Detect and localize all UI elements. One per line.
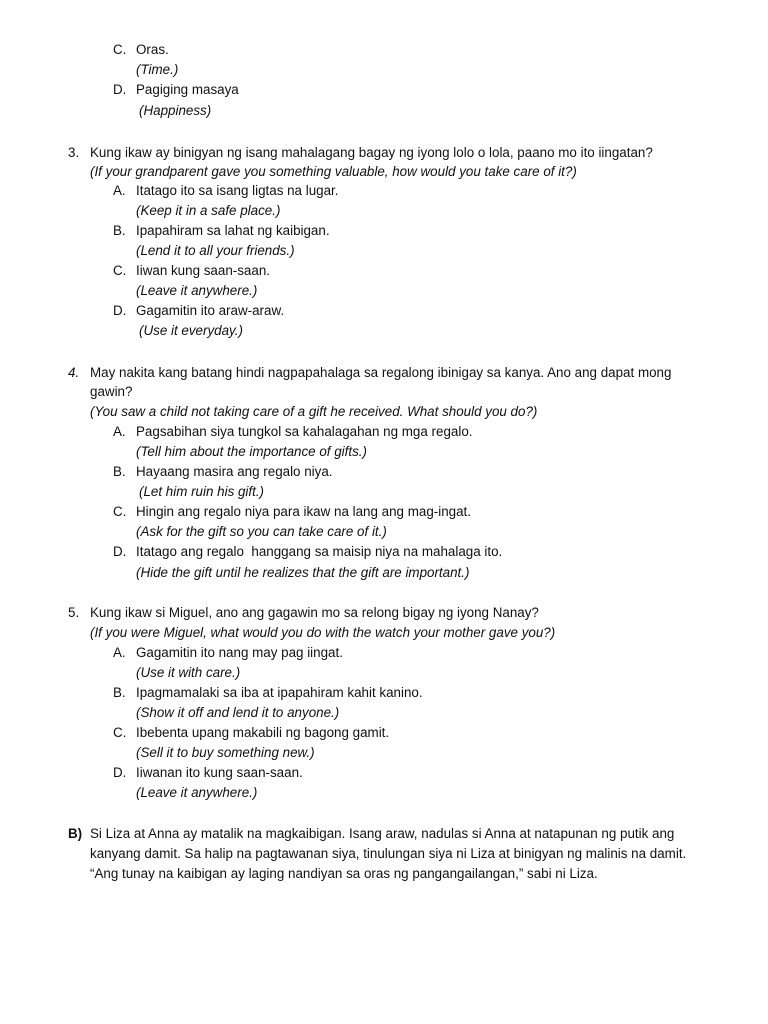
q4-option-d-text: Itatago ang regalo hanggang sa maisip niya na mahalaga ito. [136, 544, 503, 559]
q5-option-c-translation: (Sell it to buy something new.) [136, 745, 315, 760]
q4-question-line2: gawin? [90, 384, 133, 399]
q3-question: Kung ikaw ay binigyan ng isang mahalagang bagay ng iyong lolo o lola, paano mo ito iingatan? [90, 145, 653, 160]
q4-option-b-letter: B. [113, 464, 126, 479]
q3-option-a-translation: (Keep it in a safe place.) [136, 203, 281, 218]
q5-translation: (If you were Miguel, what would you do with the watch your mother gave you?) [90, 625, 556, 640]
q3-translation: (If your grandparent gave you something valuable, how would you take care of it?) [90, 164, 577, 179]
q2-option-d-translation: (Happiness) [139, 103, 212, 118]
q4-option-a-translation: (Tell him about the importance of gifts.) [136, 444, 367, 459]
q5-option-c-letter: C. [113, 725, 127, 740]
q4-option-c-text: Hingin ang regalo niya para ikaw na lang ang mag-ingat. [136, 504, 471, 519]
q5-option-a-text: Gagamitin ito nang may pag iingat. [136, 645, 343, 660]
section-b-text-line2: kanyang damit. Sa halip na pagtawanan siya, tinulungan siya ni Liza at binigyan ng malinis na damit. [90, 846, 687, 861]
q5-option-a-translation: (Use it with care.) [136, 665, 241, 680]
q3-option-c-translation: (Leave it anywhere.) [136, 283, 258, 298]
q3-number: 3. [68, 145, 80, 160]
q5-option-b-letter: B. [113, 685, 126, 700]
q5-option-d-translation: (Leave it anywhere.) [136, 785, 258, 800]
q4-option-d-translation: (Hide the gift until he realizes that the gift are important.) [136, 565, 470, 580]
q4-option-c-translation: (Ask for the gift so you can take care of it.) [136, 524, 387, 539]
q5-option-b-translation: (Show it off and lend it to anyone.) [136, 705, 340, 720]
q5-number: 5. [68, 605, 80, 620]
q4-option-b-translation: (Let him ruin his gift.) [139, 484, 265, 499]
q3-option-b-translation: (Lend it to all your friends.) [136, 243, 295, 258]
section-b-text-line3: “Ang tunay na kaibigan ay laging nandiyan sa oras ng pangangailangan,” sabi ni Liza. [90, 866, 598, 881]
q5-option-d-text: Iiwanan ito kung saan-saan. [136, 765, 303, 780]
q2-option-c-letter: C. [113, 42, 127, 57]
q5-option-b-text: Ipagmamalaki sa iba at ipapahiram kahit kanino. [136, 685, 423, 700]
q3-option-c-text: Iiwan kung saan-saan. [136, 263, 270, 278]
q3-option-c-letter: C. [113, 263, 127, 278]
q2-option-d-text: Pagiging masaya [136, 82, 239, 97]
q4-option-a-letter: A. [113, 424, 126, 439]
q3-option-d-text: Gagamitin ito araw-araw. [136, 303, 285, 318]
q3-option-a-text: Itatago ito sa isang ligtas na lugar. [136, 183, 339, 198]
section-b-text-line1: Si Liza at Anna ay matalik na magkaibigan. Isang araw, nadulas si Anna at natapunan ng putik ang [90, 826, 675, 841]
q4-translation: (You saw a child not taking care of a gift he received. What should you do?) [90, 404, 538, 419]
section-b-label: B) [68, 826, 83, 841]
q3-option-d-translation: (Use it everyday.) [139, 323, 243, 338]
q4-number: 4. [68, 365, 80, 380]
q2-option-c-translation: (Time.) [136, 62, 179, 77]
q2-option-d-letter: D. [113, 82, 127, 97]
q3-option-b-text: Ipapahiram sa lahat ng kaibigan. [136, 223, 330, 238]
q4-option-c-letter: C. [113, 504, 127, 519]
q5-question: Kung ikaw si Miguel, ano ang gagawin mo sa relong bigay ng iyong Nanay? [90, 605, 539, 620]
q5-option-c-text: Ibebenta upang makabili ng bagong gamit. [136, 725, 390, 740]
q3-option-b-letter: B. [113, 223, 126, 238]
q4-option-d-letter: D. [113, 544, 127, 559]
q5-option-a-letter: A. [113, 645, 126, 660]
q4-option-a-text: Pagsabihan siya tungkol sa kahalagahan ng mga regalo. [136, 424, 473, 439]
q4-question-line1: May nakita kang batang hindi nagpapahalaga sa regalong ibinigay sa kanya. Ano ang dapat mong [90, 365, 672, 380]
q2-option-c-text: Oras. [136, 42, 169, 57]
q3-option-a-letter: A. [113, 183, 126, 198]
q3-option-d-letter: D. [113, 303, 127, 318]
q5-option-d-letter: D. [113, 765, 127, 780]
q4-option-b-text: Hayaang masira ang regalo niya. [136, 464, 333, 479]
